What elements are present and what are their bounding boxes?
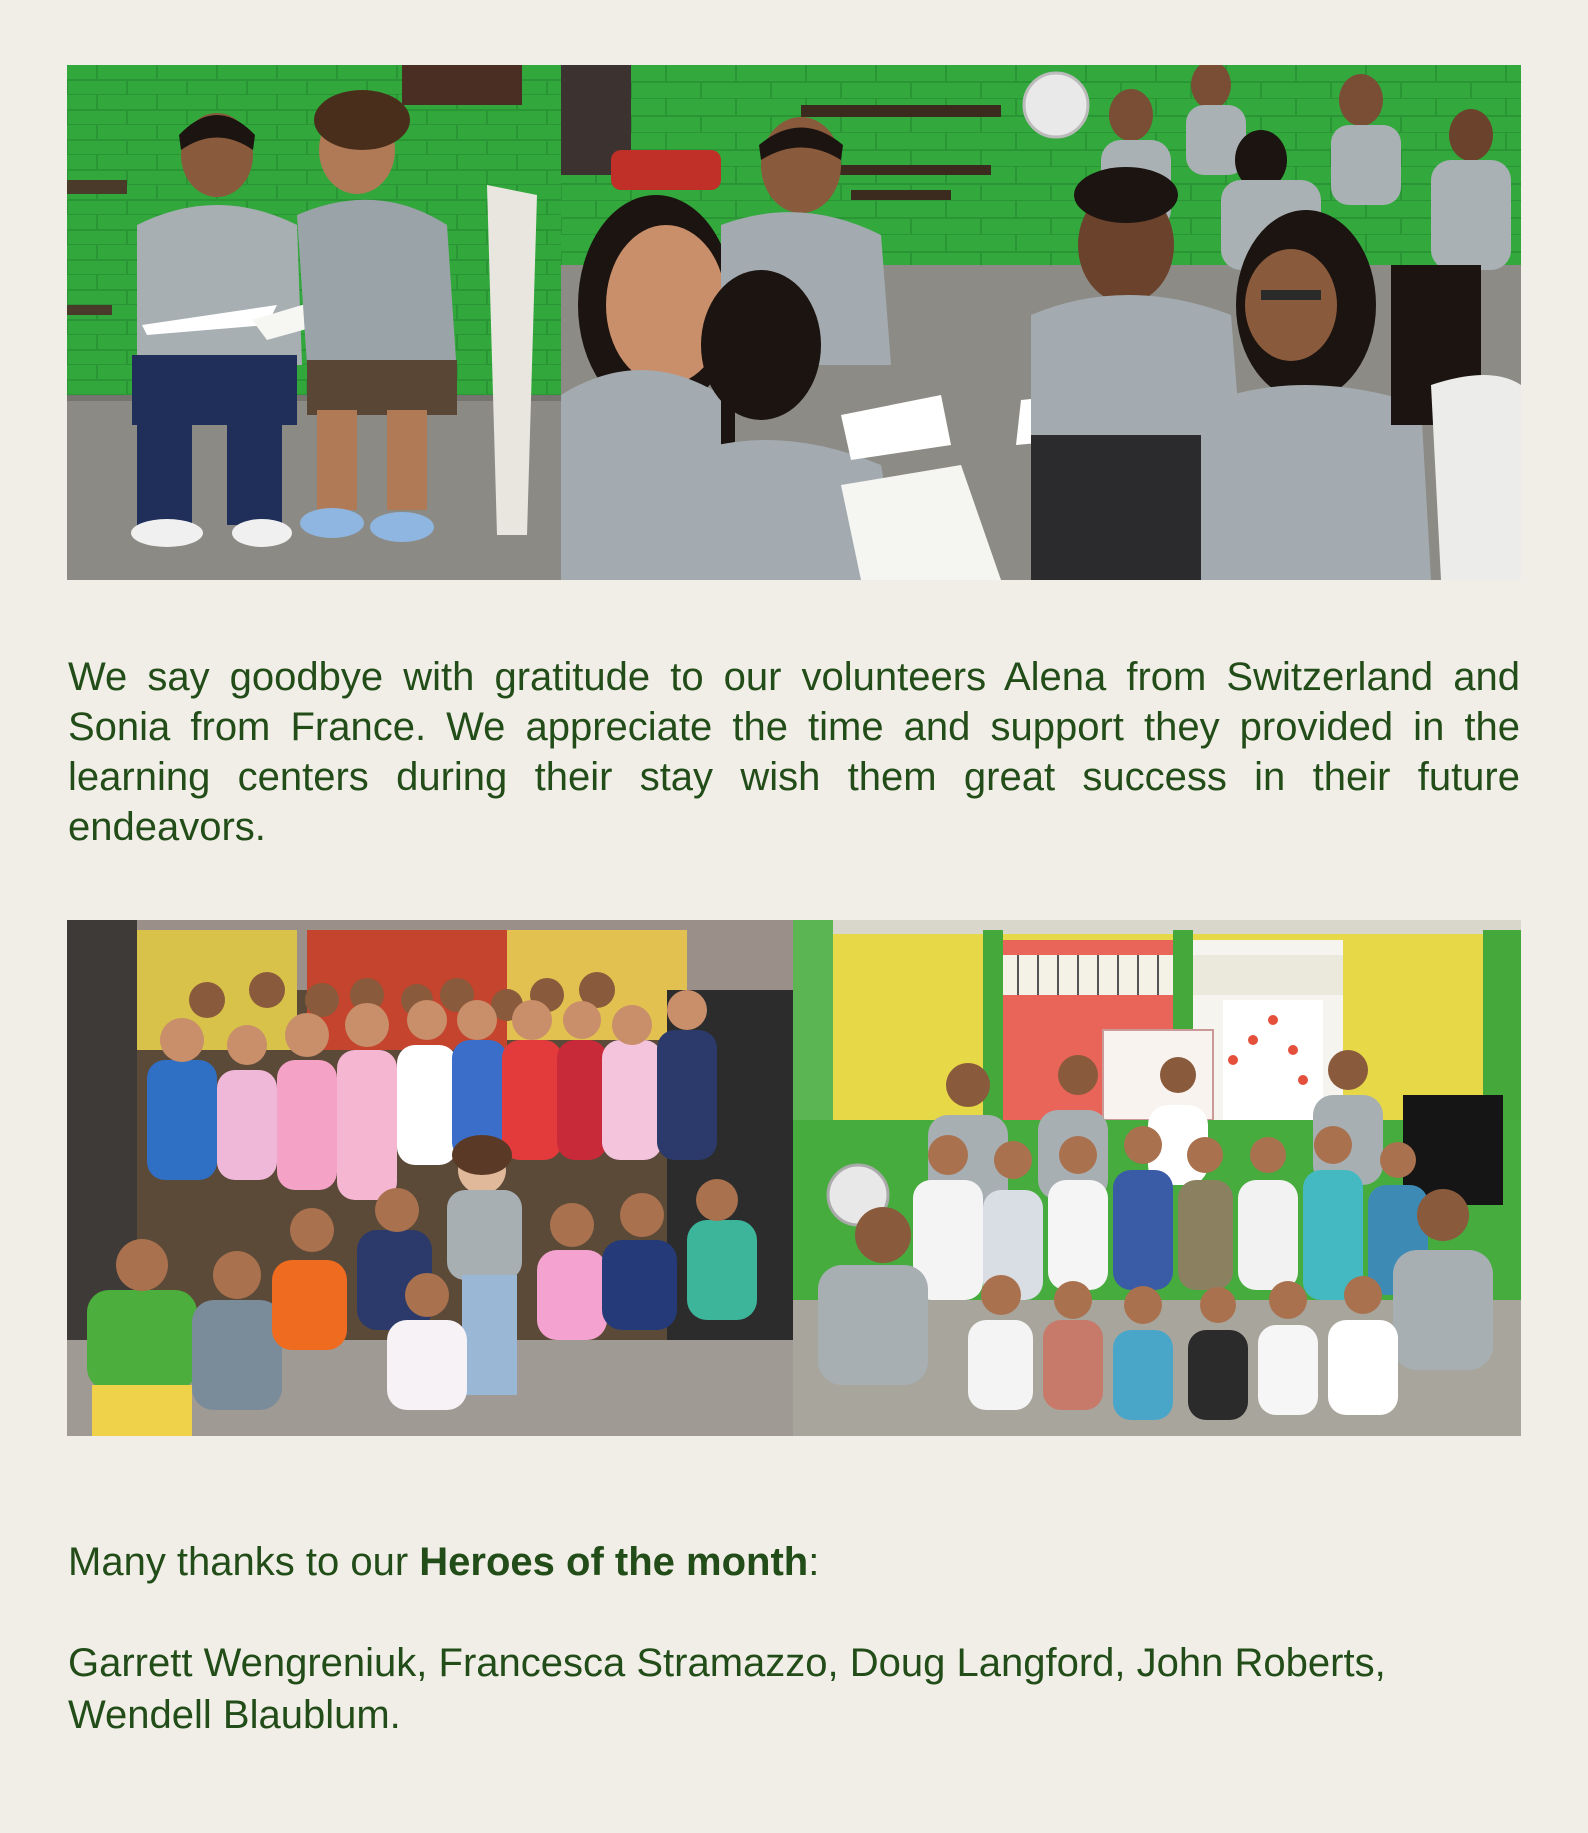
photo-row-top [67, 65, 1521, 580]
thanks-line [68, 1536, 1520, 1588]
photo-row-bottom [67, 920, 1521, 1436]
farewell-paragraph: We say goodbye with gratitude to our volunteers Alena from Switzerland and Sonia from France. We appreciate the time and support they provided in the learning centers during their stay wish them great success in their future endeavors. [68, 655, 1520, 849]
photo-volunteers-pair [67, 65, 561, 580]
heroes-list: Garrett Wengreniuk, Francesca Stramazzo, Doug Langford, John Roberts, Wendell Blaublum. [68, 1641, 1386, 1737]
photo-children-group-right [793, 920, 1521, 1436]
thanks-suffix: : [808, 1540, 820, 1584]
heroes-of-month-heading: Heroes of the month [419, 1540, 809, 1584]
thanks-prefix: Many thanks to our [68, 1540, 420, 1584]
photo-volunteers-circle [561, 65, 1521, 580]
photo-children-group-left [67, 920, 793, 1436]
